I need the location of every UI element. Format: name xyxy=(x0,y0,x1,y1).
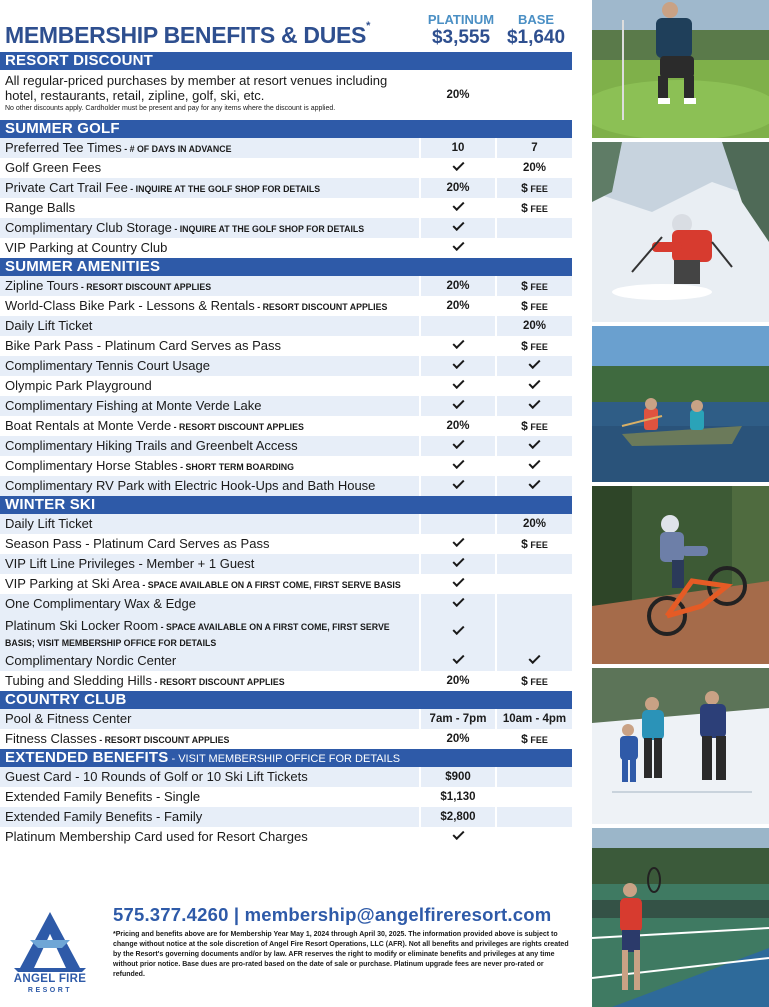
resort-discount-platinum: 20% xyxy=(421,70,497,120)
benefit-name: VIP Parking at Ski Area xyxy=(5,576,140,591)
check-icon xyxy=(528,477,540,489)
benefit-row-complimentary-nordic-center xyxy=(0,651,572,671)
check-icon xyxy=(452,457,464,469)
benefit-label xyxy=(0,376,421,396)
benefit-row-extended-family-benefits-family xyxy=(0,807,572,827)
benefit-row-vip-lift-line-privileges-member-1-guest xyxy=(0,554,572,574)
check-icon xyxy=(452,828,464,840)
platinum-value xyxy=(421,436,497,456)
benefit-name: Bike Park Pass - Platinum Card Serves as Pass xyxy=(5,338,281,353)
base-value: 20% xyxy=(522,162,547,174)
benefit-label xyxy=(0,316,421,336)
benefit-label xyxy=(0,178,421,198)
base-value: 7 xyxy=(531,142,538,154)
ski-locker-title: Platinum Ski Locker Room xyxy=(5,618,159,633)
base-value xyxy=(497,238,572,258)
base-value xyxy=(497,356,572,376)
benefit-label xyxy=(0,554,421,574)
benefits-table xyxy=(0,52,572,847)
fee-dollar: $ xyxy=(521,537,528,551)
benefit-row-complimentary-rv-park-with-electric-hook-ups-and-bath-house xyxy=(0,476,572,496)
base-value xyxy=(497,554,572,574)
platinum-value: $2,800 xyxy=(421,807,497,827)
check-icon xyxy=(452,535,464,547)
platinum-price: $3,555 xyxy=(431,27,491,48)
benefit-note: - RESORT DISCOUNT APPLIES xyxy=(171,422,304,432)
benefit-name: Complimentary Horse Stables xyxy=(5,458,178,473)
base-price: $1,640 xyxy=(506,27,566,48)
fee-dollar: $ xyxy=(521,419,528,433)
resort-discount-desc xyxy=(0,70,421,120)
platinum-value: 20% xyxy=(421,296,497,316)
platinum-value xyxy=(421,476,497,496)
platinum-value xyxy=(421,356,497,376)
benefit-label xyxy=(0,514,421,534)
platinum-plan-header xyxy=(421,12,501,48)
benefit-row-complimentary-club-storage xyxy=(0,218,572,238)
winter-ski-rows-2 xyxy=(0,651,572,691)
platinum-value xyxy=(421,594,497,614)
benefit-row-zipline-tours xyxy=(0,276,572,296)
base-value xyxy=(497,396,572,416)
platinum-value: 20% xyxy=(421,276,497,296)
check-icon xyxy=(528,377,540,389)
check-icon xyxy=(452,623,464,635)
fee-dollar: $ xyxy=(521,181,528,195)
base-value xyxy=(497,276,572,296)
golf-photo xyxy=(592,0,769,138)
contact-line: 575.377.4260 | membership@angelfireresort.com xyxy=(113,904,552,925)
check-icon xyxy=(452,477,464,489)
check-icon xyxy=(528,457,540,469)
base-value xyxy=(497,476,572,496)
benefit-note: - # OF DAYS IN ADVANCE xyxy=(121,144,232,154)
check-icon xyxy=(528,357,540,369)
base-value xyxy=(497,787,572,807)
benefit-name: Pool & Fitness Center xyxy=(5,711,132,726)
angel-fire-logo xyxy=(0,910,100,1000)
tennis-photo xyxy=(592,828,769,1007)
benefit-name: VIP Parking at Country Club xyxy=(5,240,168,255)
extended-benefits-note: - VISIT MEMBERSHIP OFFICE FOR DETAILS xyxy=(168,753,401,765)
resort-discount-line1: All regular-priced purchases by member at resort venues including xyxy=(5,73,388,88)
resort-discount-row xyxy=(0,70,572,120)
ski-photo xyxy=(592,142,769,322)
benefit-label xyxy=(0,827,421,847)
logo-mark-icon xyxy=(0,910,100,972)
check-icon xyxy=(528,437,540,449)
benefit-row-range-balls xyxy=(0,198,572,218)
benefit-row-complimentary-horse-stables xyxy=(0,456,572,476)
benefit-name: Extended Family Benefits - Single xyxy=(5,789,201,804)
fee-label: FEE xyxy=(527,282,548,292)
fee-label: FEE xyxy=(527,204,548,214)
check-icon xyxy=(452,377,464,389)
benefit-label xyxy=(0,709,421,729)
benefit-row-tubing-and-sledding-hills xyxy=(0,671,572,691)
resort-discount-line2: hotel, restaurants, retail, zipline, golf, ski, etc. xyxy=(5,88,265,103)
fee-label: FEE xyxy=(527,302,548,312)
base-value: 10am - 4pm xyxy=(502,713,567,725)
benefit-name: Zipline Tours xyxy=(5,278,79,293)
benefit-row-boat-rentals-at-monte-verde xyxy=(0,416,572,436)
extended-benefits-rows xyxy=(0,767,572,847)
benefit-name: Tubing and Sledding Hills xyxy=(5,673,152,688)
benefit-label xyxy=(0,729,421,749)
benefit-row-complimentary-hiking-trails-and-greenbelt-access xyxy=(0,436,572,456)
base-value xyxy=(497,651,572,671)
platinum-value xyxy=(421,158,497,178)
base-value xyxy=(497,218,572,238)
benefit-row-private-cart-trail-fee xyxy=(0,178,572,198)
section-header-summer-golf: SUMMER GOLF xyxy=(0,120,572,138)
check-icon xyxy=(452,199,464,211)
benefit-row-olympic-park-playground xyxy=(0,376,572,396)
country-club-rows xyxy=(0,709,572,749)
benefit-name: Season Pass - Platinum Card Serves as Pass xyxy=(5,536,270,551)
fee-label: FEE xyxy=(527,540,548,550)
base-value xyxy=(497,594,572,614)
base-value xyxy=(497,198,572,218)
fee-dollar: $ xyxy=(521,339,528,353)
benefit-name: Complimentary Fishing at Monte Verde Lake xyxy=(5,398,262,413)
section-header-resort-discount: RESORT DISCOUNT xyxy=(0,52,572,70)
benefit-name: Fitness Classes xyxy=(5,731,97,746)
resort-discount-fineprint: No other discounts apply. Cardholder must be present and pay for any items where the discount is applied. xyxy=(5,105,336,112)
benefit-label xyxy=(0,767,421,787)
benefit-name: Private Cart Trail Fee xyxy=(5,180,128,195)
benefit-label xyxy=(0,651,421,671)
base-plan-header xyxy=(496,12,576,48)
base-value xyxy=(497,827,572,847)
section-header-extended-benefits xyxy=(0,749,572,767)
platinum-value xyxy=(421,396,497,416)
benefit-name: Golf Green Fees xyxy=(5,160,102,175)
benefit-note: - SPACE AVAILABLE ON A FIRST COME, FIRST SERVE BASIS xyxy=(139,580,401,590)
platinum-value xyxy=(421,827,497,847)
benefit-note: - INQUIRE AT THE GOLF SHOP FOR DETAILS xyxy=(171,224,365,234)
fee-label: FEE xyxy=(527,342,548,352)
base-value xyxy=(497,729,572,749)
page-header xyxy=(0,0,590,52)
check-icon xyxy=(452,575,464,587)
winter-ski-rows xyxy=(0,514,572,614)
base-value xyxy=(497,296,572,316)
section-header-winter-ski: WINTER SKI xyxy=(0,496,572,514)
benefit-row-world-class-bike-park-lessons-rentals xyxy=(0,296,572,316)
benefit-label xyxy=(0,238,421,258)
logo-sub: RESORT xyxy=(27,987,73,994)
benefit-name: Platinum Membership Card used for Resort Charges xyxy=(5,829,308,844)
platinum-value xyxy=(421,574,497,594)
fee-label: FEE xyxy=(527,422,548,432)
summer-golf-rows xyxy=(0,138,572,258)
fee-dollar: $ xyxy=(521,201,528,215)
benefit-label xyxy=(0,276,421,296)
benefit-name: Guest Card - 10 Rounds of Golf or 10 Ski Lift Tickets xyxy=(5,769,308,784)
benefit-row-pool-fitness-center xyxy=(0,709,572,729)
platinum-value: 20% xyxy=(421,729,497,749)
benefit-row-preferred-tee-times xyxy=(0,138,572,158)
platinum-value xyxy=(421,376,497,396)
platinum-value: $1,130 xyxy=(421,787,497,807)
nordic-photo xyxy=(592,668,769,824)
platinum-value xyxy=(421,316,497,336)
base-value xyxy=(497,456,572,476)
platinum-label: PLATINUM xyxy=(427,12,495,27)
benefit-name: Complimentary Nordic Center xyxy=(5,653,177,668)
benefit-label xyxy=(0,158,421,178)
benefit-name: Complimentary Hiking Trails and Greenbelt Access xyxy=(5,438,298,453)
benefit-label xyxy=(0,594,421,614)
benefit-note: - RESORT DISCOUNT APPLIES xyxy=(151,677,285,687)
platinum-value xyxy=(421,456,497,476)
page-title: MEMBERSHIP BENEFITS & DUES* xyxy=(5,20,371,48)
base-value xyxy=(497,336,572,356)
benefit-row-vip-parking-at-country-club xyxy=(0,238,572,258)
benefit-label xyxy=(0,138,421,158)
benefit-note: - INQUIRE AT THE GOLF SHOP FOR DETAILS xyxy=(127,184,321,194)
fee-label: FEE xyxy=(527,184,548,194)
benefit-row-one-complimentary-wax-edge xyxy=(0,594,572,614)
benefit-label xyxy=(0,198,421,218)
benefit-label xyxy=(0,416,421,436)
check-icon xyxy=(452,397,464,409)
base-value xyxy=(497,807,572,827)
logo-name: ANGEL FIRE xyxy=(13,973,87,985)
benefit-name: Boat Rentals at Monte Verde xyxy=(5,418,172,433)
platinum-value: 10 xyxy=(421,138,497,158)
benefit-note: - RESORT DISCOUNT APPLIES xyxy=(254,302,388,312)
benefit-row-extended-family-benefits-single xyxy=(0,787,572,807)
benefit-name: Complimentary Tennis Court Usage xyxy=(5,358,210,373)
benefit-row-fitness-classes xyxy=(0,729,572,749)
fee-dollar: $ xyxy=(521,279,528,293)
base-value xyxy=(497,767,572,787)
benefit-note: - SHORT TERM BOARDING xyxy=(177,462,294,472)
benefit-row-complimentary-fishing-at-monte-verde-lake xyxy=(0,396,572,416)
benefit-name: Daily Lift Ticket xyxy=(5,318,93,333)
check-icon xyxy=(528,652,540,664)
fee-dollar: $ xyxy=(521,732,528,746)
benefit-label xyxy=(0,436,421,456)
base-value xyxy=(497,376,572,396)
benefit-name: Olympic Park Playground xyxy=(5,378,152,393)
section-header-country-club: COUNTRY CLUB xyxy=(0,691,572,709)
platinum-value: $900 xyxy=(421,767,497,787)
check-icon xyxy=(452,652,464,664)
benefit-label xyxy=(0,534,421,554)
benefit-note: - RESORT DISCOUNT APPLIES xyxy=(78,282,212,292)
benefit-label xyxy=(0,671,421,691)
platinum-value: 20% xyxy=(421,178,497,198)
base-value xyxy=(497,416,572,436)
base-value xyxy=(497,574,572,594)
platinum-value xyxy=(421,554,497,574)
platinum-value: 7am - 7pm xyxy=(421,709,497,729)
check-icon xyxy=(452,555,464,567)
base-value xyxy=(497,671,572,691)
benefit-name: Daily Lift Ticket xyxy=(5,516,93,531)
check-icon xyxy=(452,337,464,349)
benefit-label xyxy=(0,807,421,827)
check-icon xyxy=(452,219,464,231)
bike-photo xyxy=(592,486,769,664)
check-icon xyxy=(528,397,540,409)
ski-locker-note1: - SPACE AVAILABLE ON A FIRST COME, FIRST SERVE xyxy=(158,622,390,632)
page-footer xyxy=(0,900,590,1007)
benefit-name: Extended Family Benefits - Family xyxy=(5,809,203,824)
base-label: BASE xyxy=(517,12,555,27)
benefit-label xyxy=(0,396,421,416)
benefit-label xyxy=(0,787,421,807)
benefit-name: VIP Lift Line Privileges - Member + 1 Guest xyxy=(5,556,255,571)
summer-amenities-rows xyxy=(0,276,572,496)
ski-locker-platinum xyxy=(421,614,497,651)
benefit-label xyxy=(0,296,421,316)
photo-column xyxy=(592,0,769,1007)
benefit-row-vip-parking-at-ski-area xyxy=(0,574,572,594)
check-icon xyxy=(452,239,464,251)
fee-dollar: $ xyxy=(521,674,528,688)
ski-locker-label xyxy=(0,614,421,651)
section-header-summer-amenities: SUMMER AMENITIES xyxy=(0,258,572,276)
benefit-row-guest-card-10-rounds-of-golf-or-10-ski-lift-tickets xyxy=(0,767,572,787)
benefit-row-daily-lift-ticket xyxy=(0,316,572,336)
check-icon xyxy=(452,437,464,449)
benefit-row-complimentary-tennis-court-usage xyxy=(0,356,572,376)
base-value: 20% xyxy=(522,518,547,530)
benefit-label xyxy=(0,218,421,238)
ski-locker-note2: BASIS; VISIT MEMBERSHIP OFFICE FOR DETAILS xyxy=(5,638,217,648)
platinum-value xyxy=(421,198,497,218)
benefit-row-daily-lift-ticket xyxy=(0,514,572,534)
platinum-value: 20% xyxy=(421,416,497,436)
benefit-label xyxy=(0,356,421,376)
base-value xyxy=(497,534,572,554)
ski-locker-base xyxy=(497,614,572,651)
benefit-label xyxy=(0,456,421,476)
benefit-name: Range Balls xyxy=(5,200,76,215)
benefit-name: Complimentary RV Park with Electric Hook-Ups and Bath House xyxy=(5,478,376,493)
fee-dollar: $ xyxy=(521,299,528,313)
fee-label: FEE xyxy=(527,735,548,745)
ski-locker-row xyxy=(0,614,572,651)
platinum-value xyxy=(421,336,497,356)
check-icon xyxy=(452,159,464,171)
benefit-label xyxy=(0,574,421,594)
benefit-name: One Complimentary Wax & Edge xyxy=(5,596,196,611)
resort-discount-base xyxy=(497,70,572,120)
disclaimer: *Pricing and benefits above are for Membership Year May 1, 2024 through April 30, 2025. The information provided above is subject to change without notice at the sole discretion of Angel Fire Resort Operations, LLC (AFR). Not all benefits and privileges are rights created by the Resort's governing documents and/or by law. AFR reserves the right to modify or eliminate benefits and privileges at any time without prior notice. Base dues are pro-rated based on the date of sale or purchase. Platinum upgrade fees are never pro-rated or refunded. xyxy=(113,931,569,978)
benefit-name: Preferred Tee Times xyxy=(5,140,122,155)
extended-benefits-title: EXTENDED BENEFITS xyxy=(5,749,169,766)
benefit-row-bike-park-pass-platinum-card-serves-as-pass xyxy=(0,336,572,356)
base-value: 20% xyxy=(522,320,547,332)
platinum-value xyxy=(421,218,497,238)
benefit-name: Complimentary Club Storage xyxy=(5,220,172,235)
benefit-label xyxy=(0,476,421,496)
check-icon xyxy=(452,595,464,607)
benefit-row-platinum-membership-card-used-for-resort-charges xyxy=(0,827,572,847)
platinum-value xyxy=(421,534,497,554)
lake-photo xyxy=(592,326,769,482)
base-value xyxy=(497,178,572,198)
platinum-value: 20% xyxy=(421,671,497,691)
benefit-row-golf-green-fees xyxy=(0,158,572,178)
benefit-label xyxy=(0,336,421,356)
platinum-value xyxy=(421,514,497,534)
platinum-value xyxy=(421,238,497,258)
benefit-note: - RESORT DISCOUNT APPLIES xyxy=(96,735,230,745)
base-value xyxy=(497,436,572,456)
benefit-row-season-pass-platinum-card-serves-as-pass xyxy=(0,534,572,554)
check-icon xyxy=(452,357,464,369)
benefit-name: World-Class Bike Park - Lessons & Rentals xyxy=(5,298,255,313)
fee-label: FEE xyxy=(527,677,548,687)
platinum-value xyxy=(421,651,497,671)
